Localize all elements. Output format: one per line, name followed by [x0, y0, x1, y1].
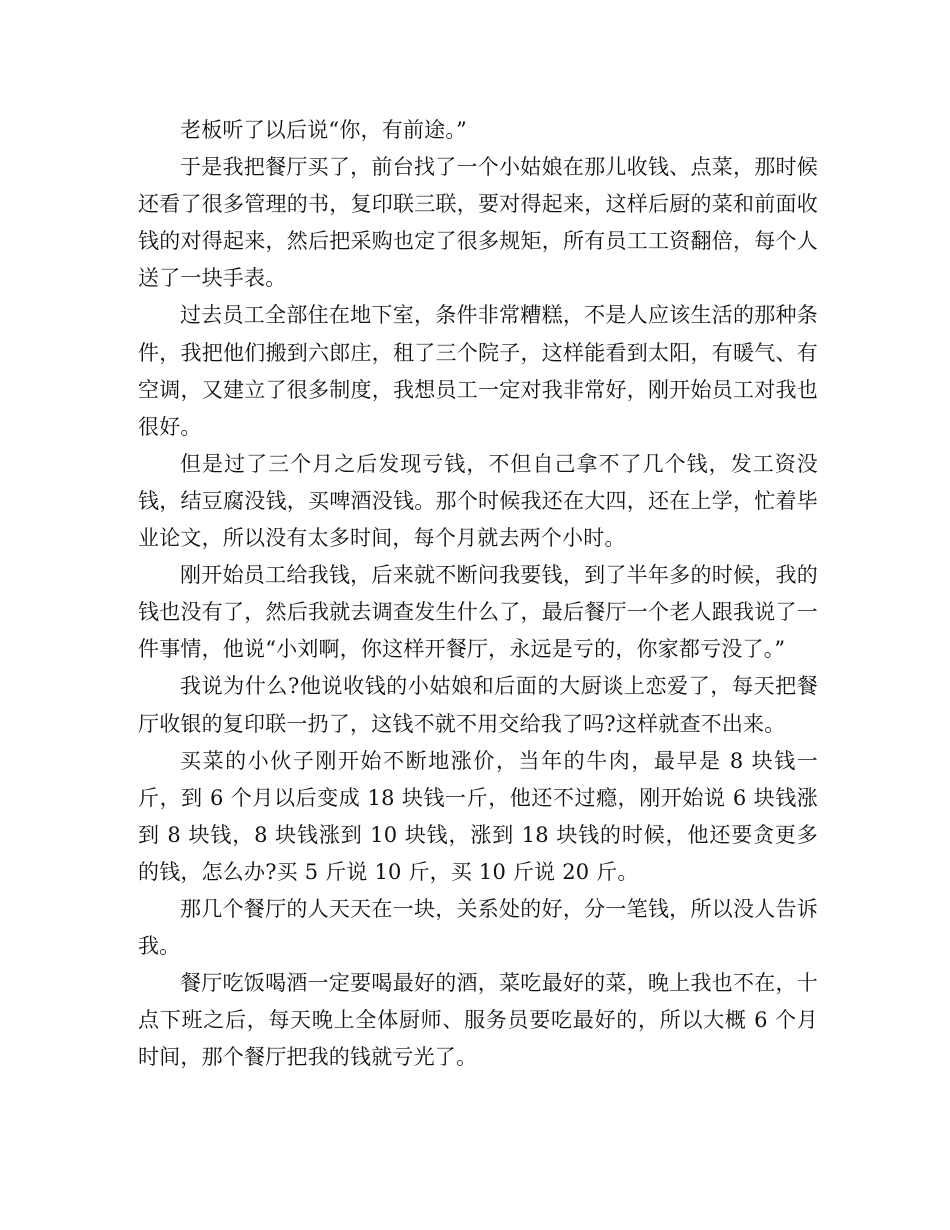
paragraph-3: 过去员工全部住在地下室，条件非常糟糕，不是人应该生活的那种条件，我把他们搬到六郎庄，租了三个院子，这样能看到太阳，有暖气、有空调，又建立了很多制度，我想员工一定对我非常好，刚开始员工对我也很好。: [138, 303, 818, 439]
paragraph-1: 老板听了以后说“你，有前途。”: [180, 118, 467, 142]
paragraph-5: 刚开始员工给我钱，后来就不断问我要钱，到了半年多的时候，我的钱也没有了，然后我就去调查发生什么了，最后餐厅一个老人跟我说了一件事情，他说“小刘啊，你这样开餐厅，永远是亏的，你家都亏没了。”: [138, 563, 818, 662]
document-body: [138, 112, 818, 1076]
paragraph-4: 但是过了三个月之后发现亏钱，不但自己拿不了几个钱，发工资没钱，结豆腐没钱，买啤酒没钱。那个时候我还在大四，还在上学，忙着毕业论文，所以没有太多时间，每个月就去两个小时。: [138, 451, 818, 551]
paragraph-6: 我说为什么?他说收钱的小姑娘和后面的大厨谈上恋爱了，每天把餐厅收银的复印联一扔了，这钱不就不用交给我了吗?这样就查不出来。: [138, 674, 818, 736]
paragraph-7: 买菜的小伙子刚开始不断地涨价，当年的牛肉，最早是 8 块钱一斤，到 6 个月以后变成 18 块钱一斤，他还不过瘾，刚开始说 6 块钱涨到 8 块钱，8 块钱涨到 10 块钱，涨到 18 块钱的时候，他还要贪更多的钱，怎么办?买 5 斤说 10 斤，买 10 斤说 20 斤。: [138, 748, 818, 884]
paragraph-2: 于是我把餐厅买了，前台找了一个小姑娘在那儿收钱、点菜，那时候还看了很多管理的书，复印联三联，要对得起来，这样后厨的菜和前面收钱的对得起来，然后把采购也定了很多规矩，所有员工工资翻倍，每个人送了一块手表。: [138, 155, 818, 291]
paragraph-9: 餐厅吃饭喝酒一定要喝最好的酒，菜吃最好的菜，晚上我也不在，十点下班之后，每天晚上全体厨师、服务员要吃最好的，所以大概 6 个月时间，那个餐厅把我的钱就亏光了。: [138, 971, 818, 1070]
paragraph-8: 那几个餐厅的人天天在一块，关系处的好，分一笔钱，所以没人告诉我。: [138, 896, 818, 959]
